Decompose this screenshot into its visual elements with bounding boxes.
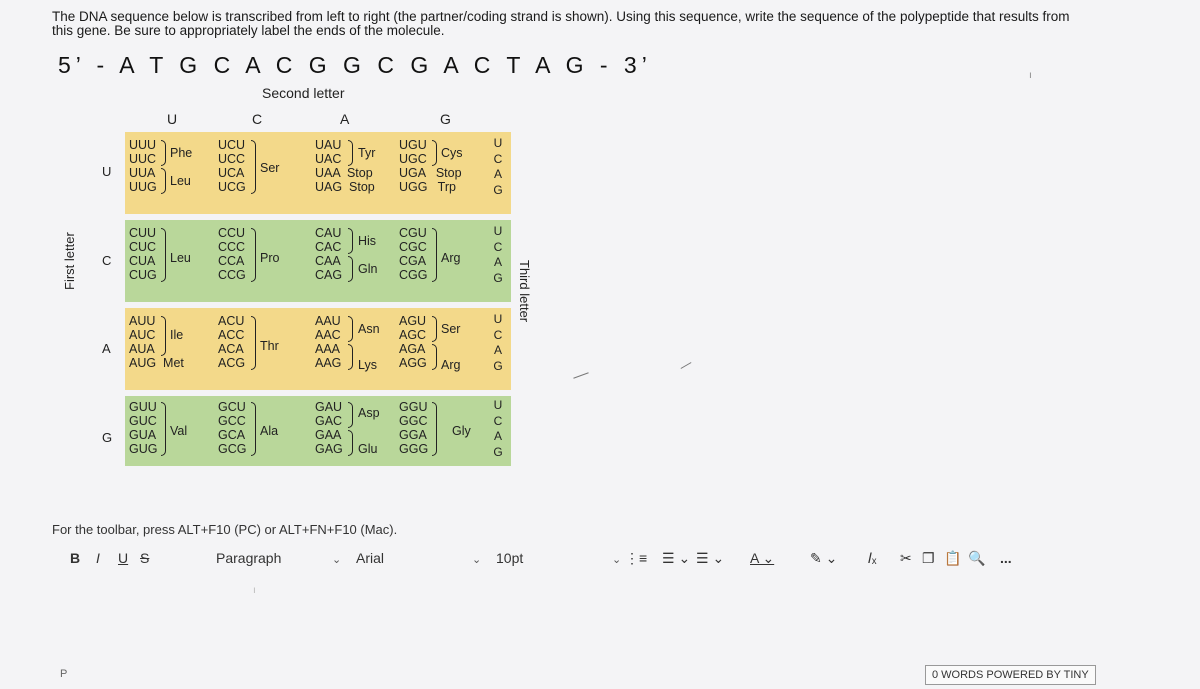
third-letter: U [493, 398, 503, 412]
font-size-dropdown[interactable]: 10pt [496, 550, 524, 566]
codons-au: AUU AUC AUA AUG Met [129, 314, 184, 370]
dna-sequence: 5’ - A T G C A C G G C G A C T A G - 3’ [58, 52, 652, 78]
stray-mark: ı [1029, 70, 1032, 81]
bracket [251, 140, 256, 194]
aa-glu: Glu [358, 442, 378, 456]
col-header-c: C [252, 111, 263, 127]
codons-gu: GUU GUC GUA GUG [129, 400, 158, 456]
third-letter: U [493, 136, 503, 150]
numbered-list-icon[interactable]: ⋮≡ [625, 550, 648, 566]
aa-ser: Ser [260, 161, 280, 175]
third-letter: A [493, 343, 502, 357]
bracket [251, 228, 256, 282]
chevron-down-icon[interactable]: ⌄ [332, 554, 342, 566]
third-letters-row-g [491, 398, 505, 460]
bracket [161, 140, 166, 166]
third-letter: G [493, 358, 503, 373]
aa-lys: Lys [358, 358, 377, 372]
codons-uc: UCU UCC UCA UCG [218, 138, 246, 194]
codons-uu: UUU UUC UUA UUG [129, 138, 157, 194]
codons-cu: CUU CUC CUA CUG [129, 226, 157, 282]
strikethrough-button[interactable]: S [140, 550, 150, 566]
bracket [161, 228, 166, 282]
aa-pro: Pro [260, 251, 280, 265]
bracket [348, 402, 353, 428]
aa-tyr: Tyr [358, 146, 376, 160]
third-letter: C [493, 151, 503, 166]
codons-cc: CCU CCC CCA CCG [218, 226, 246, 282]
aa-cys: Cys [441, 146, 463, 160]
aa-his: His [358, 234, 377, 248]
question-line-2: this gene. Be sure to appropriately label the ends of the molecule. [52, 23, 445, 38]
question-text [52, 10, 1070, 38]
second-letter-headers [125, 108, 515, 130]
codons-ga: GAU GAC GAA GAG [315, 400, 343, 456]
col-header-g: G [440, 111, 451, 127]
third-letter: C [493, 239, 503, 254]
bracket [432, 140, 437, 166]
aa-ile: Ile [170, 328, 184, 342]
font-family-dropdown[interactable]: Arial [356, 550, 385, 566]
third-letter: C [493, 327, 503, 342]
underline-button[interactable]: U [118, 550, 129, 566]
editor-toolbar [60, 545, 1180, 575]
row-letter-g: G [102, 430, 113, 445]
search-icon[interactable]: 🔍 [968, 550, 986, 566]
bracket [348, 430, 353, 456]
codons-aa: AAU AAC AAA AAG [315, 314, 342, 370]
bracket [348, 228, 353, 254]
bracket [348, 256, 353, 282]
aa-asn: Asn [358, 322, 380, 336]
aa-phe: Phe [170, 146, 193, 160]
text-cursor: ı [253, 585, 256, 596]
bracket [348, 344, 353, 370]
col-header-u: U [167, 111, 178, 127]
aa-asp: Asp [358, 406, 380, 420]
codons-ug: UGU UGC UGA Stop UGG Trp [399, 138, 462, 194]
codons-ag: AGU AGC AGA AGG [399, 314, 427, 370]
paragraph-dropdown[interactable]: Paragraph [216, 550, 282, 566]
bracket [432, 316, 437, 342]
third-letter: A [493, 429, 502, 443]
bold-button[interactable]: B [70, 550, 81, 566]
codons-ac: ACU ACC ACA ACG [218, 314, 246, 370]
row-letter-c: C [102, 253, 112, 268]
codons-gc: GCU GCC GCA GCG [218, 400, 247, 456]
first-letter-label: First letter [62, 232, 77, 290]
bracket [432, 402, 437, 456]
second-letter-label: Second letter [262, 85, 345, 101]
third-letter: G [493, 444, 503, 459]
third-letter: A [493, 255, 502, 269]
third-letter-label: Third letter [517, 260, 532, 323]
element-path: P [60, 668, 68, 680]
ordered-list-button[interactable]: ☰ ⌄ [662, 550, 691, 566]
paste-icon[interactable]: 📋 [944, 550, 962, 566]
copy-icon[interactable]: ❐ [922, 550, 935, 566]
third-letter: C [493, 413, 503, 428]
text-color-button[interactable]: A ⌄ [750, 550, 775, 566]
bracket [161, 402, 166, 456]
codons-ca: CAU CAC CAA CAG [315, 226, 343, 282]
bullet-list-button[interactable]: ☰ ⌄ [696, 550, 725, 566]
chevron-down-icon[interactable]: ⌄ [612, 554, 622, 566]
aa-leu: Leu [170, 251, 191, 265]
row-letter-a: A [102, 341, 111, 356]
third-letter: G [493, 270, 503, 285]
bracket [348, 140, 353, 166]
chevron-down-icon[interactable]: ⌄ [472, 554, 482, 566]
bracket [432, 344, 437, 370]
bracket [432, 228, 437, 282]
col-header-a: A [340, 111, 350, 127]
stray-pen-mark [573, 372, 588, 378]
aa-ser: Ser [441, 322, 461, 336]
bracket [251, 316, 256, 370]
third-letters-row-a [491, 312, 505, 374]
aa-gly: Gly [452, 424, 471, 438]
third-letter: U [493, 224, 503, 238]
word-count-status: 0 WORDS POWERED BY TINY [925, 665, 1096, 685]
more-options-button[interactable]: ... [1000, 550, 1012, 566]
codons-gg: GGU GGC GGA GGG [399, 400, 429, 456]
third-letter: U [493, 312, 503, 326]
aa-val: Val [170, 424, 188, 438]
stray-pen-mark [681, 362, 692, 369]
aa-arg: Arg [441, 251, 461, 265]
aa-thr: Thr [260, 339, 279, 353]
bracket [161, 316, 166, 356]
codons-cg: CGU CGC CGA CGG [399, 226, 428, 282]
clear-formatting-icon[interactable]: 𝐼ₓ [868, 550, 877, 566]
bracket [348, 316, 353, 342]
question-line-1: The DNA sequence below is transcribed from left to right (the partner/coding strand is shown). Using this sequence, write the sequence of the polypeptide that results from [52, 9, 1070, 24]
italic-button[interactable]: I [96, 550, 100, 566]
toolbar-hint: For the toolbar, press ALT+F10 (PC) or ALT+FN+F10 (Mac). [52, 522, 398, 537]
highlight-color-button[interactable]: ✎ ⌄ [810, 550, 838, 566]
cut-icon[interactable]: ✂ [900, 550, 912, 566]
row-letter-u: U [102, 164, 112, 179]
third-letter: A [493, 167, 502, 181]
third-letters-row-u [491, 136, 505, 198]
third-letter: G [493, 182, 503, 197]
bracket [251, 402, 256, 456]
aa-arg: Arg [441, 358, 461, 372]
aa-gln: Gln [358, 262, 378, 276]
codons-ua: UAU UAC UAA Stop UAG Stop [315, 138, 375, 194]
codon-table [102, 108, 515, 476]
aa-leu: Leu [170, 174, 191, 188]
third-letters-row-c [491, 224, 505, 286]
aa-ala: Ala [260, 424, 279, 438]
bracket [161, 168, 166, 194]
